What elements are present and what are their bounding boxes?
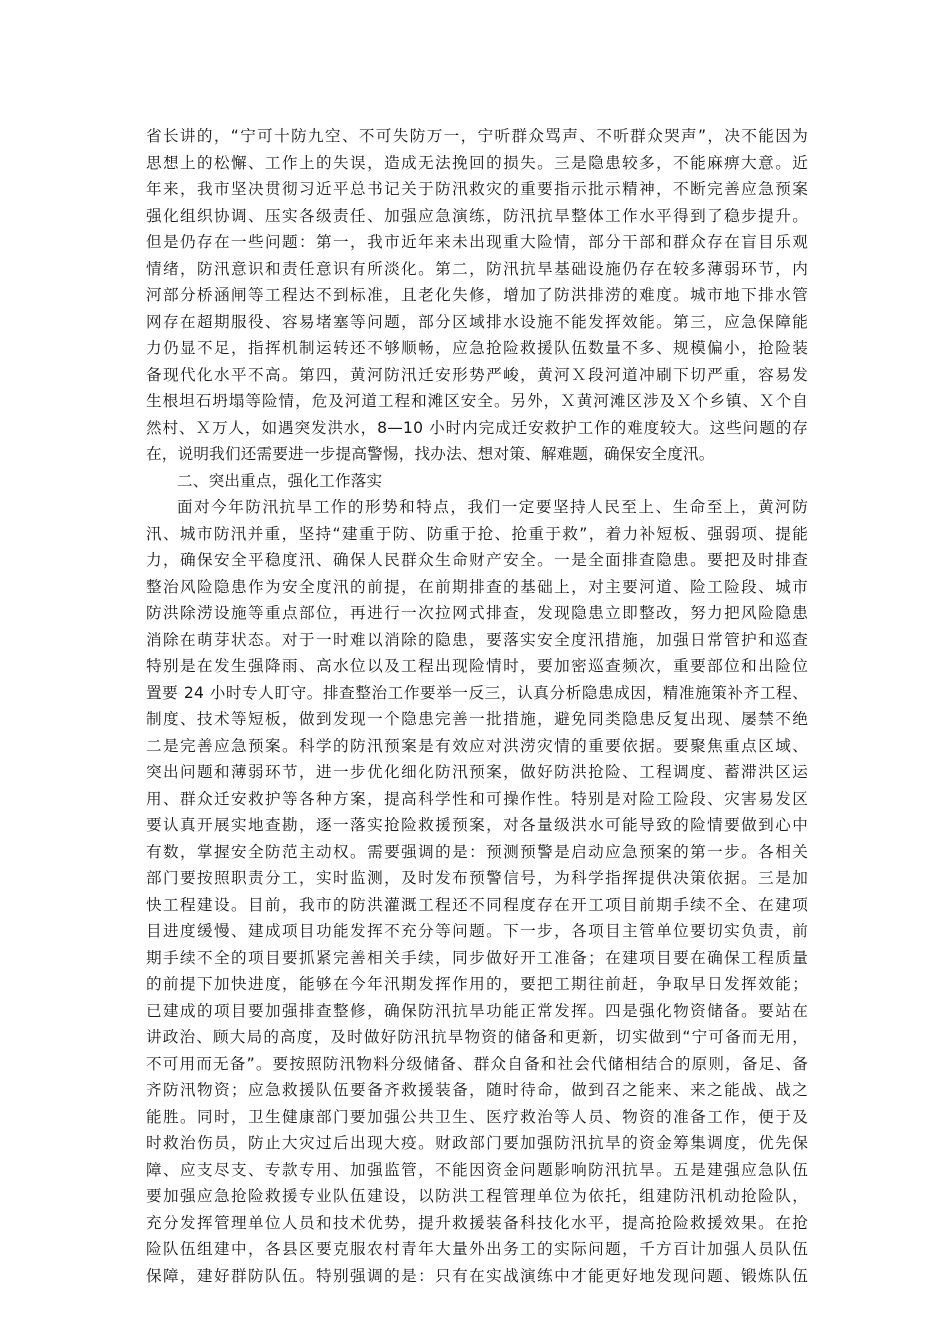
- text-line: 讲政治、顾大局的高度，及时做好防汛抗旱物资的储备和更新，切实做到“宁可备而无用，: [146, 1028, 808, 1046]
- text-line: 已建成的项目要加强排查整修，确保防汛抗旱功能正常发挥。四是强化物资储备。要站在: [146, 1001, 808, 1020]
- text-line: 思想上的松懈、工作上的失误，造成无法挽回的损失。三是隐患较多，不能麻痹大意。近: [146, 153, 808, 172]
- paragraph-key-measures: [146, 494, 808, 1289]
- text-line: 二是完善应急预案。科学的防汛预案是有效应对洪涝灾情的重要依据。要聚焦重点区域、: [146, 736, 808, 755]
- text-line: 防洪除涝设施等重点部位，再进行一次拉网式排查，发现隐患立即整改，努力把风险隐患: [146, 604, 808, 622]
- text-line: 制度、技术等短板，做到发现一个隐患完善一批措施，避免同类隐患反复出现、屡禁不绝: [146, 710, 808, 728]
- text-line: 网存在超期服役、容易堵塞等问题，部分区域排水设施不能发挥效能。第三，应急保障能: [146, 312, 808, 331]
- text-line: 能胜。同时，卫生健康部门要加强公共卫生、医疗救治等人员、物资的准备工作，便于及: [146, 1107, 808, 1126]
- text-line: 要认真开展实地查勘，逐一落实抢险救援预案，对各量级洪水可能导致的险情要做到心中: [146, 816, 808, 834]
- text-line: 障、应支尽支、专款专用、加强监管，不能因资金问题影响防汛抗旱。五是建强应急队伍: [146, 1160, 808, 1179]
- text-line: 生根坦石坍塌等险情，危及河道工程和滩区安全。另外，Ｘ黄河滩区涉及Ｘ个乡镇、Ｘ个自: [146, 392, 808, 410]
- text-line: 用、群众迁安救护等各种方案，提高科学性和可操作性。特别是对险工险段、灾害易发区: [146, 789, 808, 808]
- text-line: 期手续不全的项目要抓紧完善相关手续，同步做好开工准备；在建项目要在确保工程质量: [146, 948, 808, 967]
- text-line: 险队伍组建中，各县区要克服农村青年大量外出务工的实际问题，千方百计加强人员队伍: [146, 1240, 808, 1258]
- text-line: 强化组织协调、压实各级责任、加强应急演练，防汛抗旱整体工作水平得到了稳步提升。: [146, 206, 808, 225]
- text-line: 要加强应急抢险救援专业队伍建设，以防洪工程管理单位为依托，组建防汛机动抢险队，: [146, 1187, 808, 1205]
- text-line: 不可用而无备”。要按照防汛物料分级储备、群众自备和社会代储相结合的原则，备足、备: [146, 1054, 808, 1073]
- text-line: 省长讲的，“宁可十防九空、不可失防万一，宁听群众骂声、不听群众哭声”，决不能因为: [146, 127, 808, 145]
- text-line: 的前提下加快进度，能够在今年汛期发挥作用的，要把工期往前赶，争取早日发挥效能；: [146, 975, 808, 993]
- text-line: 面对今年防汛抗旱工作的形势和特点，我们一定要坚持人民至上、生命至上，黄河防: [177, 498, 808, 516]
- section-heading: [146, 468, 808, 495]
- text-line: 但是仍存在一些问题：第一，我市近年来未出现重大险情，部分干部和群众存在盲目乐观: [146, 233, 808, 251]
- text-line: 快工程建设。目前，我市的防洪灌溉工程还不同程度存在开工项目前期手续不全、在建项: [146, 895, 808, 914]
- text-line: 整治风险隐患作为安全度汛的前提，在前期排查的基础上，对主要河道、险工险段、城市: [146, 577, 808, 596]
- text-line: 在，说明我们还需要进一步提高警惕，找办法、想对策、解难题，确保安全度汛。: [146, 445, 715, 463]
- text-line: 备现代化水平不高。第四，黄河防汛迁安形势严峻，黄河Ｘ段河道冲刷下切严重，容易发: [146, 365, 808, 384]
- text-line: 有数，掌握安全防范主动权。需要强调的是：预测预警是启动应急预案的第一步。各相关: [146, 842, 808, 861]
- section-heading-text: 二、突出重点，强化工作落实: [177, 471, 383, 490]
- document-page: [146, 123, 808, 1289]
- text-line: 年来，我市坚决贯彻习近平总书记关于防汛救灾的重要指示批示精神，不断完善应急预案: [146, 180, 808, 198]
- text-line: 置要 24 小时专人盯守。排查整治工作要举一反三，认真分析隐患成因，精准施策补齐工程、: [146, 683, 808, 702]
- text-line: 然村、Ｘ万人，如遇突发洪水，8—10 小时内完成迁安救护工作的难度较大。这些问题的存: [146, 418, 808, 437]
- text-line: 目进度缓慢、建成项目功能发挥不充分等问题。下一步，各项目主管单位要切实负责，前: [146, 922, 808, 940]
- text-line: 特别是在发生强降雨、高水位以及工程出现险情时，要加密巡查频次，重要部位和出险位: [146, 657, 808, 675]
- text-line: 部门要按照职责分工，实时监测，及时发布预警信号，为科学指挥提供决策依据。三是加: [146, 869, 808, 887]
- text-line: 力，确保安全平稳度汛、确保人民群众生命财产安全。一是全面排查隐患。要把及时排查: [146, 551, 808, 569]
- text-line: 汛、城市防汛并重，坚持“建重于防、防重于抢、抢重于救”，着力补短板、强弱项、提能: [146, 524, 808, 543]
- text-line: 力仍显不足，指挥机制运转还不够顺畅，应急抢险救援队伍数量不多、规模偏小，抢险装: [146, 339, 808, 357]
- paragraph-risk-analysis: [146, 123, 808, 468]
- text-line: 时救治伤员，防止大灾过后出现大疫。财政部门要加强防汛抗旱的资金筹集调度，优先保: [146, 1134, 808, 1152]
- text-line: 消除在萌芽状态。对于一时难以消除的隐患，要落实安全度汛措施，加强日常管护和巡查: [146, 630, 808, 649]
- text-line: 齐防汛物资；应急救援队伍要备齐救援装备，随时待命，做到召之能来、来之能战、战之: [146, 1081, 808, 1099]
- text-line: 河部分桥涵闸等工程达不到标准，且老化失修，增加了防洪排涝的难度。城市地下排水管: [146, 286, 808, 304]
- text-line: 突出问题和薄弱环节，进一步优化细化防汛预案，做好防洪抢险、工程调度、蓄滞洪区运: [146, 763, 808, 781]
- text-line: 充分发挥管理单位人员和技术优势，提升救援装备科技化水平，提高抢险救援效果。在抢: [146, 1213, 808, 1232]
- text-line: 情绪，防汛意识和责任意识有所淡化。第二，防汛抗旱基础设施仍存在较多薄弱环节，内: [146, 259, 808, 278]
- text-line: 保障，建好群防队伍。特别强调的是：只有在实战演练中才能更好地发现问题、锻炼队伍: [146, 1266, 808, 1285]
